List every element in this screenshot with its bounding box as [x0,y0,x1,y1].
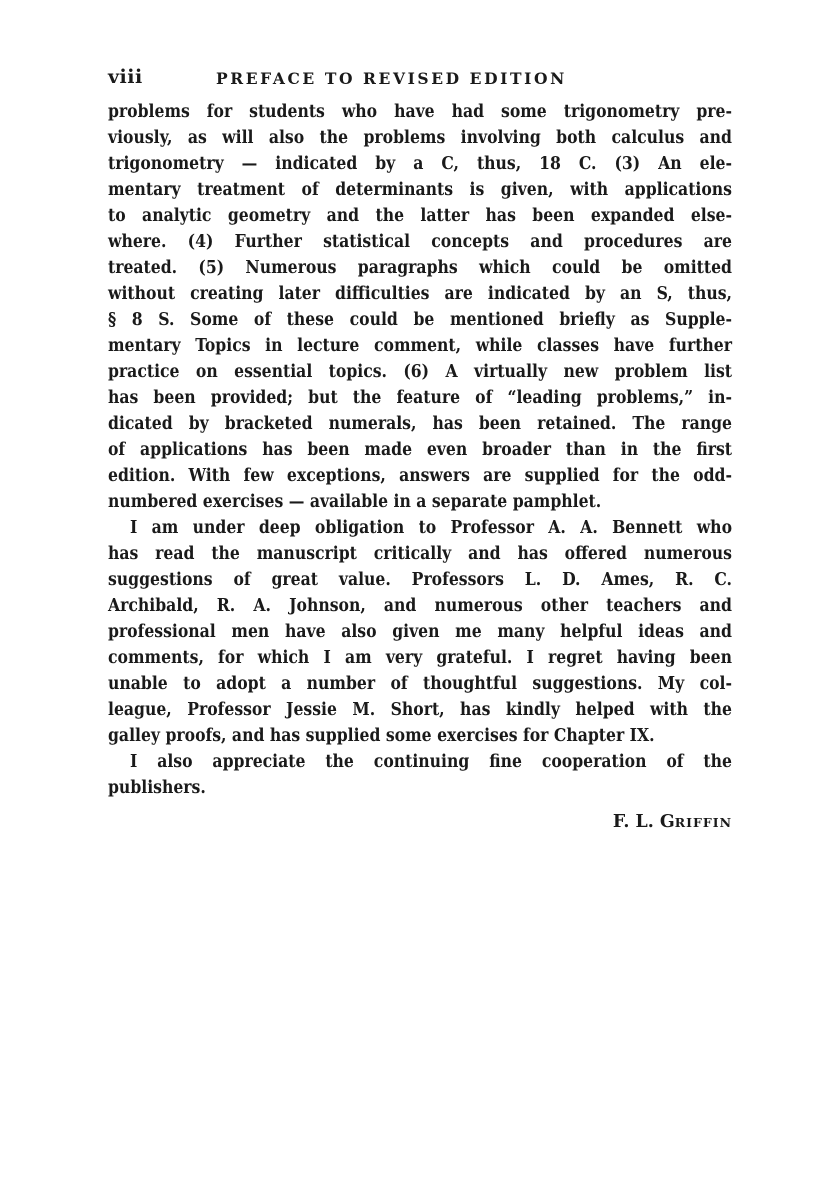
text-line: § 8 S. Some of these could be mentioned briefly as Supple- [108,310,732,330]
text-line: to analytic geometry and the latter has been expanded else- [108,206,732,226]
paragraph-acknowledgements [108,515,732,749]
text-line: without creating later difficulties are indicated by an S, thus, [108,284,732,304]
text-line: publishers. [108,778,206,798]
text-line: of applications has been made even broader than in the first [108,440,732,460]
text-line: comments, for which I am very grateful. I regret having been [108,648,732,668]
signature-surname: RIFFIN [674,815,732,830]
running-title: PREFACE TO REVISED EDITION [216,69,567,88]
text-line: league, Professor Jessie M. Short, has kindly helped with the [108,700,732,720]
text-line: edition. With few exceptions, answers are supplied for the odd- [108,466,732,486]
text-line: I am under deep obligation to Professor A. A. Bennett who [130,518,732,538]
page-number: viii [108,66,143,88]
text-line: trigonometry — indicated by a C, thus, 18 C. (3) An ele- [108,154,732,174]
text-line: mentary treatment of determinants is given, with applications [108,180,732,200]
text-line: problems for students who have had some trigonometry pre- [108,102,732,122]
text-line: numbered exercises — available in a separate pamphlet. [108,492,602,512]
text-line: galley proofs, and has supplied some exercises for Chapter IX. [108,726,655,746]
text-line: I also appreciate the continuing fine cooperation of the [130,752,732,772]
text-line: dicated by bracketed numerals, has been retained. The range [108,414,732,434]
text-line: viously, as will also the problems involving both calculus and [108,128,732,148]
text-line: Archibald, R. A. Johnson, and numerous other teachers and [108,596,732,616]
body-text [108,99,732,801]
page-header [108,66,748,96]
author-signature [613,812,732,832]
text-line: has read the manuscript critically and has offered numerous [108,544,732,564]
text-line: professional men have also given me many helpful ideas and [108,622,732,642]
signature-initials: F. L. G [612,812,675,832]
text-line: treated. (5) Numerous paragraphs which could be omitted [108,258,732,278]
text-line: mentary Topics in lecture comment, while classes have further [108,336,732,356]
paragraph-publishers [108,749,732,801]
text-line: suggestions of great value. Professors L. D. Ames, R. C. [108,570,732,590]
text-line: practice on essential topics. (6) A virtually new problem list [108,362,732,382]
paragraph-continuation [108,99,732,515]
text-line: where. (4) Further statistical concepts and procedures are [108,232,732,252]
text-line: has been provided; but the feature of “leading problems,” in- [108,388,732,408]
text-line: unable to adopt a number of thoughtful suggestions. My col- [108,674,732,694]
